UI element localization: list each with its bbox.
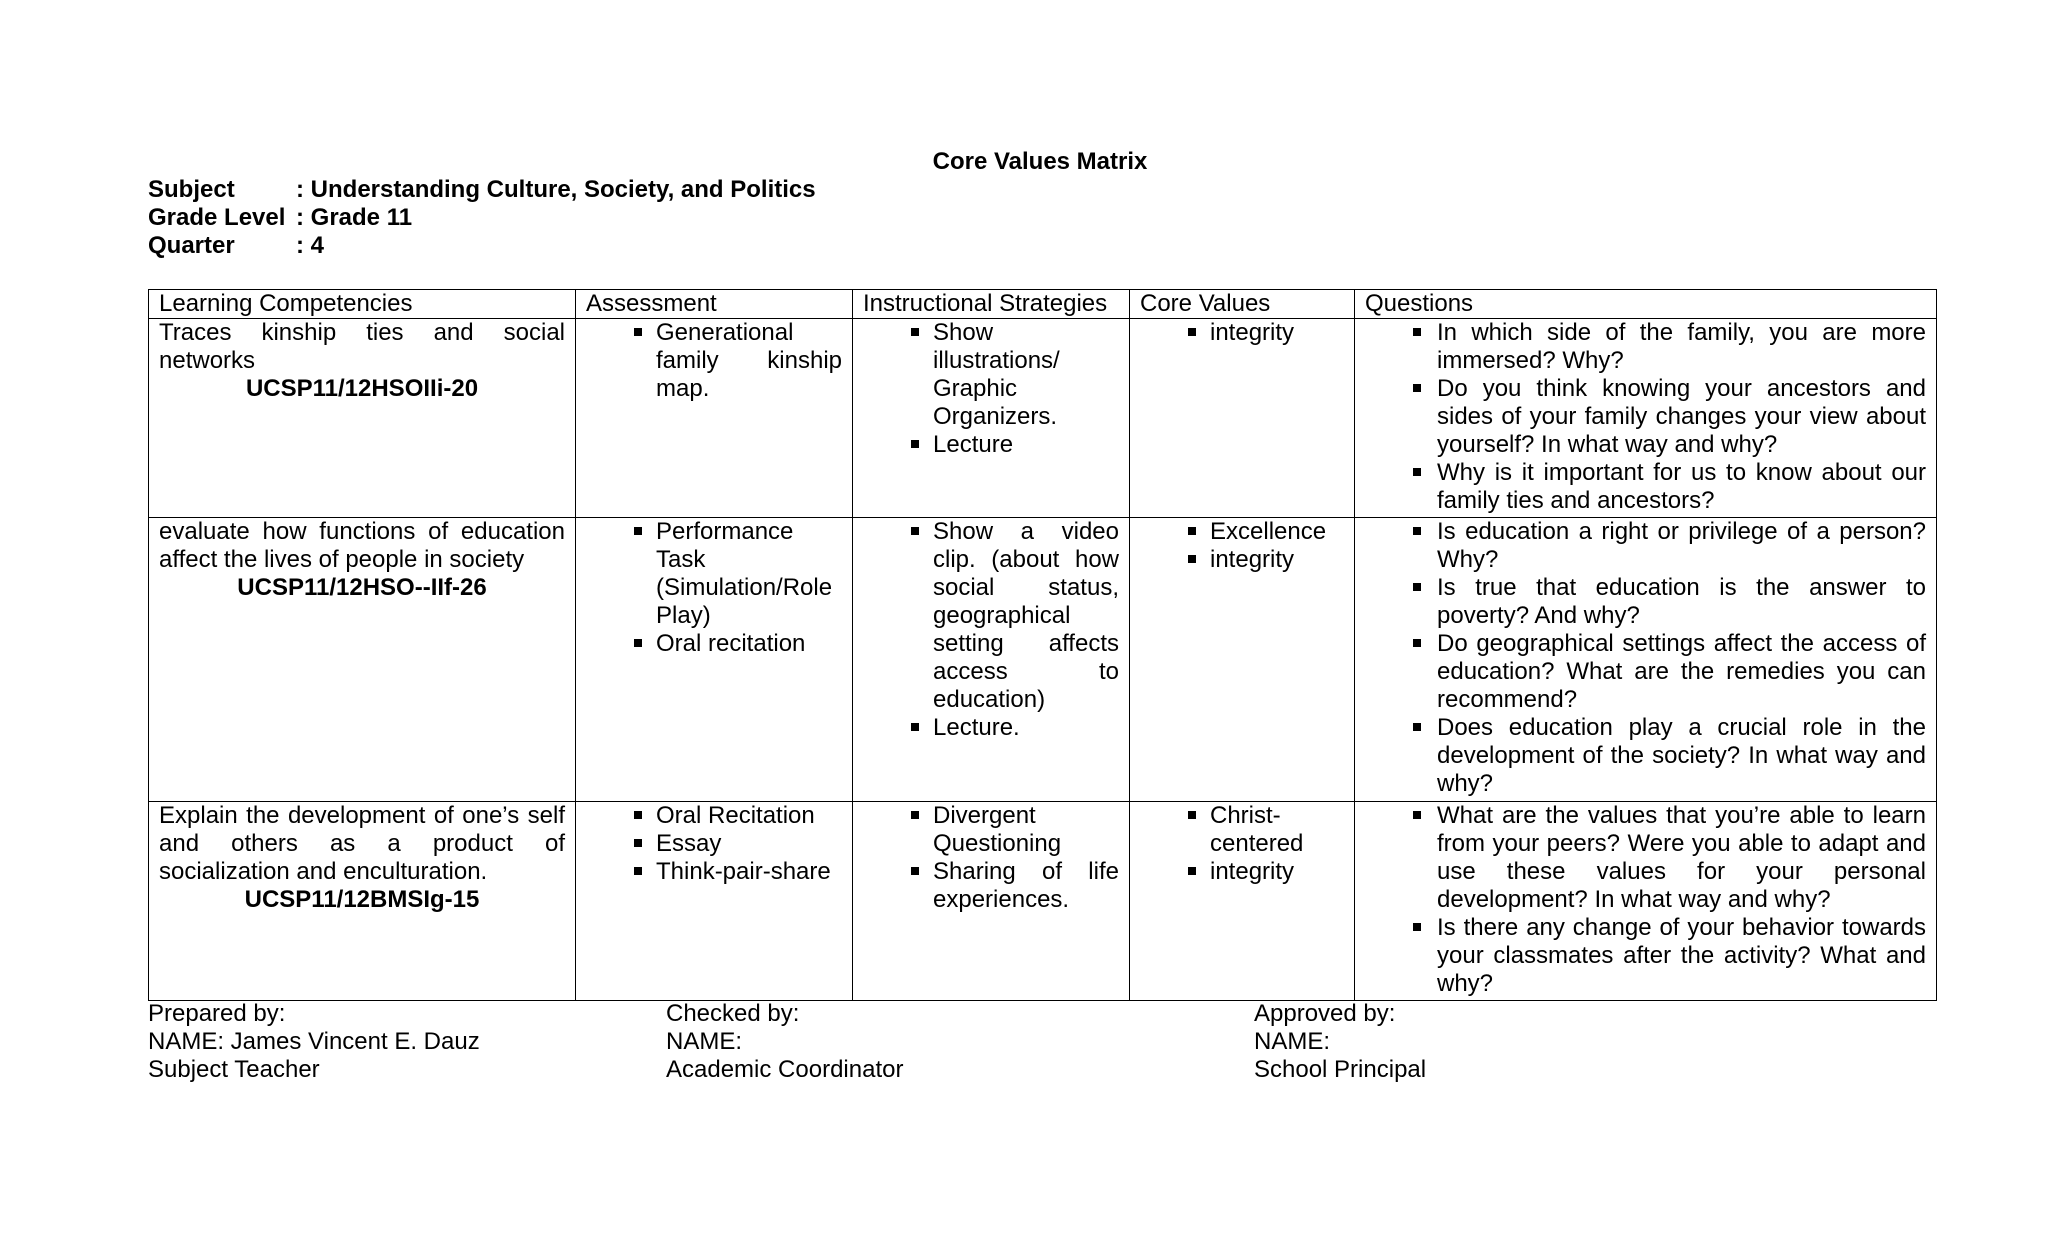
bullet-icon xyxy=(1413,811,1421,819)
bullet-icon xyxy=(1413,468,1421,476)
list-item: Is education a right or privilege of a person? Why? xyxy=(1365,518,1926,574)
competency-cell xyxy=(149,802,576,1001)
bullet-icon xyxy=(911,527,919,535)
bullet-icon xyxy=(634,811,642,819)
list-item: Divergent Questioning xyxy=(863,802,1119,858)
bullet-icon xyxy=(634,867,642,875)
list-item: Oral recitation xyxy=(586,630,842,658)
subject-label: Subject xyxy=(148,176,235,203)
strategies-cell xyxy=(853,518,1130,802)
prepared-by-name: NAME: James Vincent E. Dauz xyxy=(148,1028,480,1055)
competency-cell xyxy=(149,319,576,518)
list-item: Is there any change of your behavior towards your classmates after the activity? What and why? xyxy=(1365,914,1926,998)
questions-cell xyxy=(1355,518,1937,802)
questions-cell xyxy=(1355,319,1937,518)
quarter-value: : 4 xyxy=(296,232,325,259)
list-item: Essay xyxy=(586,830,842,858)
list-item: Sharing of life experiences. xyxy=(863,858,1119,914)
strategies-cell xyxy=(853,319,1130,518)
list-item: Christ-centered xyxy=(1140,802,1344,858)
questions-cell xyxy=(1355,802,1937,1001)
bullet-icon xyxy=(1188,867,1196,875)
checked-by-label: Checked by: xyxy=(666,1000,800,1027)
bullet-icon xyxy=(911,440,919,448)
bullet-icon xyxy=(1413,923,1421,931)
core-values-cell xyxy=(1130,319,1355,518)
header-questions: Questions xyxy=(1355,290,1937,319)
approved-by-name: NAME: xyxy=(1254,1028,1331,1055)
assessment-cell xyxy=(576,319,853,518)
subject-row xyxy=(148,176,816,204)
strategies-cell xyxy=(853,802,1130,1001)
prepared-by-role: Subject Teacher xyxy=(148,1056,320,1083)
header-core-values: Core Values xyxy=(1130,290,1355,319)
bullet-icon xyxy=(1413,384,1421,392)
core-values-cell xyxy=(1130,802,1355,1001)
header-learning-competencies: Learning Competencies xyxy=(149,290,576,319)
assessment-cell xyxy=(576,518,853,802)
quarter-label: Quarter xyxy=(148,232,235,259)
bullet-icon xyxy=(911,723,919,731)
table-row xyxy=(149,802,1937,1001)
list-item: Show illustrations/ Graphic Organizers. xyxy=(863,319,1119,431)
approved-by-label: Approved by: xyxy=(1254,1000,1396,1027)
competency-text: Traces kinship ties and social networks xyxy=(159,319,565,374)
list-item: Do geographical settings affect the access of education? What are the remedies you can recommend? xyxy=(1365,630,1926,714)
list-item: In which side of the family, you are more immersed? Why? xyxy=(1365,319,1926,375)
bullet-icon xyxy=(1188,811,1196,819)
bullet-icon xyxy=(634,639,642,647)
list-item: Why is it important for us to know about our family ties and ancestors? xyxy=(1365,459,1926,515)
checked-by-role: Academic Coordinator xyxy=(666,1056,904,1083)
table-header-row xyxy=(149,290,1937,319)
bullet-icon xyxy=(911,867,919,875)
grade-level-row xyxy=(148,204,816,232)
list-item: What are the values that you’re able to learn from your peers? Were you able to adapt and use these values for your personal development? In what way and why? xyxy=(1365,802,1926,914)
list-item: Oral Recitation xyxy=(586,802,842,830)
competency-code: UCSP11/12HSOIIi-20 xyxy=(245,375,479,402)
competency-code: UCSP11/12BMSIg-15 xyxy=(244,886,480,913)
list-item: Generational family kinship map. xyxy=(586,319,842,403)
approved-by-block xyxy=(1254,1000,1426,1084)
grade-level-label: Grade Level xyxy=(148,204,286,231)
prepared-by-block xyxy=(148,1000,480,1084)
list-item: Lecture. xyxy=(863,714,1119,742)
list-item: integrity xyxy=(1140,546,1344,574)
subject-value: : Understanding Culture, Society, and Politics xyxy=(296,176,816,203)
header-assessment: Assessment xyxy=(576,290,853,319)
bullet-icon xyxy=(1413,639,1421,647)
list-item: Does education play a crucial role in the development of the society? In what way and why? xyxy=(1365,714,1926,798)
assessment-cell xyxy=(576,802,853,1001)
bullet-icon xyxy=(1188,555,1196,563)
bullet-icon xyxy=(1188,328,1196,336)
quarter-row xyxy=(148,232,816,260)
list-item: integrity xyxy=(1140,319,1344,347)
grade-level-value: : Grade 11 xyxy=(296,204,413,231)
bullet-icon xyxy=(1413,583,1421,591)
document-title: Core Values Matrix xyxy=(932,148,1148,175)
list-item: Is true that education is the answer to poverty? And why? xyxy=(1365,574,1926,630)
bullet-icon xyxy=(911,328,919,336)
bullet-icon xyxy=(634,527,642,535)
competency-text: evaluate how functions of education affect the lives of people in society xyxy=(159,518,565,573)
table-row xyxy=(149,518,1937,802)
table-row xyxy=(149,319,1937,518)
core-values-table xyxy=(148,289,1937,1001)
bullet-icon xyxy=(634,328,642,336)
header-instructional-strategies: Instructional Strategies xyxy=(853,290,1130,319)
competency-code: UCSP11/12HSO--IIf-26 xyxy=(237,574,487,601)
bullet-icon xyxy=(1413,527,1421,535)
list-item: integrity xyxy=(1140,858,1344,886)
bullet-icon xyxy=(1413,723,1421,731)
list-item: Performance Task (Simulation/Role Play) xyxy=(586,518,842,630)
core-values-cell xyxy=(1130,518,1355,802)
list-item: Do you think knowing your ancestors and sides of your family changes your view about yourself? In what way and why? xyxy=(1365,375,1926,459)
competency-cell xyxy=(149,518,576,802)
bullet-icon xyxy=(1413,328,1421,336)
checked-by-block xyxy=(666,1000,903,1084)
bullet-icon xyxy=(1188,527,1196,535)
approved-by-role: School Principal xyxy=(1254,1056,1427,1083)
list-item: Think-pair-share xyxy=(586,858,842,886)
bullet-icon xyxy=(634,839,642,847)
list-item: Lecture xyxy=(863,431,1119,459)
list-item: Show a video clip. (about how social status, geographical setting affects access to education) xyxy=(863,518,1119,714)
checked-by-name: NAME: xyxy=(666,1028,743,1055)
bullet-icon xyxy=(911,811,919,819)
prepared-by-label: Prepared by: xyxy=(148,1000,286,1027)
list-item: Excellence xyxy=(1140,518,1344,546)
document-meta xyxy=(148,176,816,260)
competency-text: Explain the development of one’s self and others as a product of socialization and enculturation. xyxy=(159,802,565,885)
